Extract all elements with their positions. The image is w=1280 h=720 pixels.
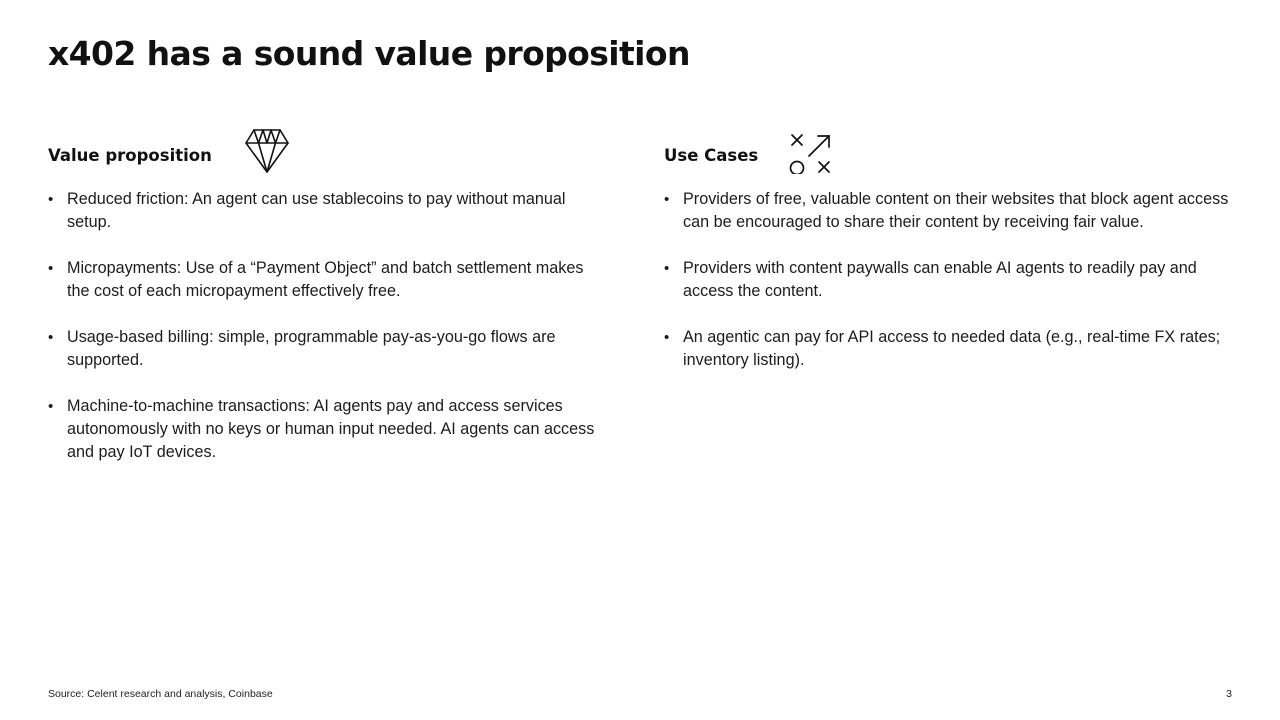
list-item — [48, 257, 608, 303]
list-item — [48, 188, 608, 234]
use-cases-header — [664, 124, 1239, 182]
list-item-text: Usage-based billing: simple, programmable pay-as-you-go flows are supported. — [67, 328, 556, 369]
list-item-text: Micropayments: Use of a “Payment Object” and batch settlement makes the cost of each micropayment effectively free. — [67, 259, 584, 300]
source-note: Source: Celent research and analysis, Coinbase — [48, 688, 273, 700]
list-item-text: Machine-to-machine transactions: AI agents pay and access services autonomously with no keys or human input needed. AI agents can access and pay IoT devices. — [67, 397, 595, 461]
bullet-icon: • — [48, 260, 54, 277]
bullet-icon: • — [48, 329, 54, 346]
diamond-icon — [244, 128, 290, 174]
bullet-icon: • — [664, 329, 670, 346]
list-item-text: An agentic can pay for API access to needed data (e.g., real-time FX rates; inventory listing). — [683, 328, 1221, 369]
use-cases-list — [664, 188, 1239, 395]
value-proposition-list — [48, 188, 608, 487]
list-item — [48, 326, 608, 372]
strategy-play-icon — [787, 128, 833, 174]
list-item-text: Providers of free, valuable content on their websites that block agent access can be encouraged to share their content by receiving fair value. — [683, 190, 1229, 231]
bullet-icon: • — [664, 260, 670, 277]
bullet-icon: • — [664, 191, 670, 208]
page-number: 3 — [1226, 688, 1232, 700]
value-proposition-column — [48, 124, 608, 461]
list-item — [664, 188, 1239, 234]
slide-title: x402 has a sound value proposition — [48, 34, 690, 73]
value-proposition-heading: Value proposition — [48, 146, 212, 165]
use-cases-column — [664, 124, 1239, 369]
list-item-text: Providers with content paywalls can enable AI agents to readily pay and access the content. — [683, 259, 1197, 300]
list-item — [664, 326, 1239, 372]
bullet-icon: • — [48, 398, 54, 415]
use-cases-heading: Use Cases — [664, 146, 759, 165]
value-proposition-header — [48, 124, 608, 182]
list-item-text: Reduced friction: An agent can use stablecoins to pay without manual setup. — [67, 190, 566, 231]
list-item — [664, 257, 1239, 303]
bullet-icon: • — [48, 191, 54, 208]
list-item — [48, 395, 608, 464]
